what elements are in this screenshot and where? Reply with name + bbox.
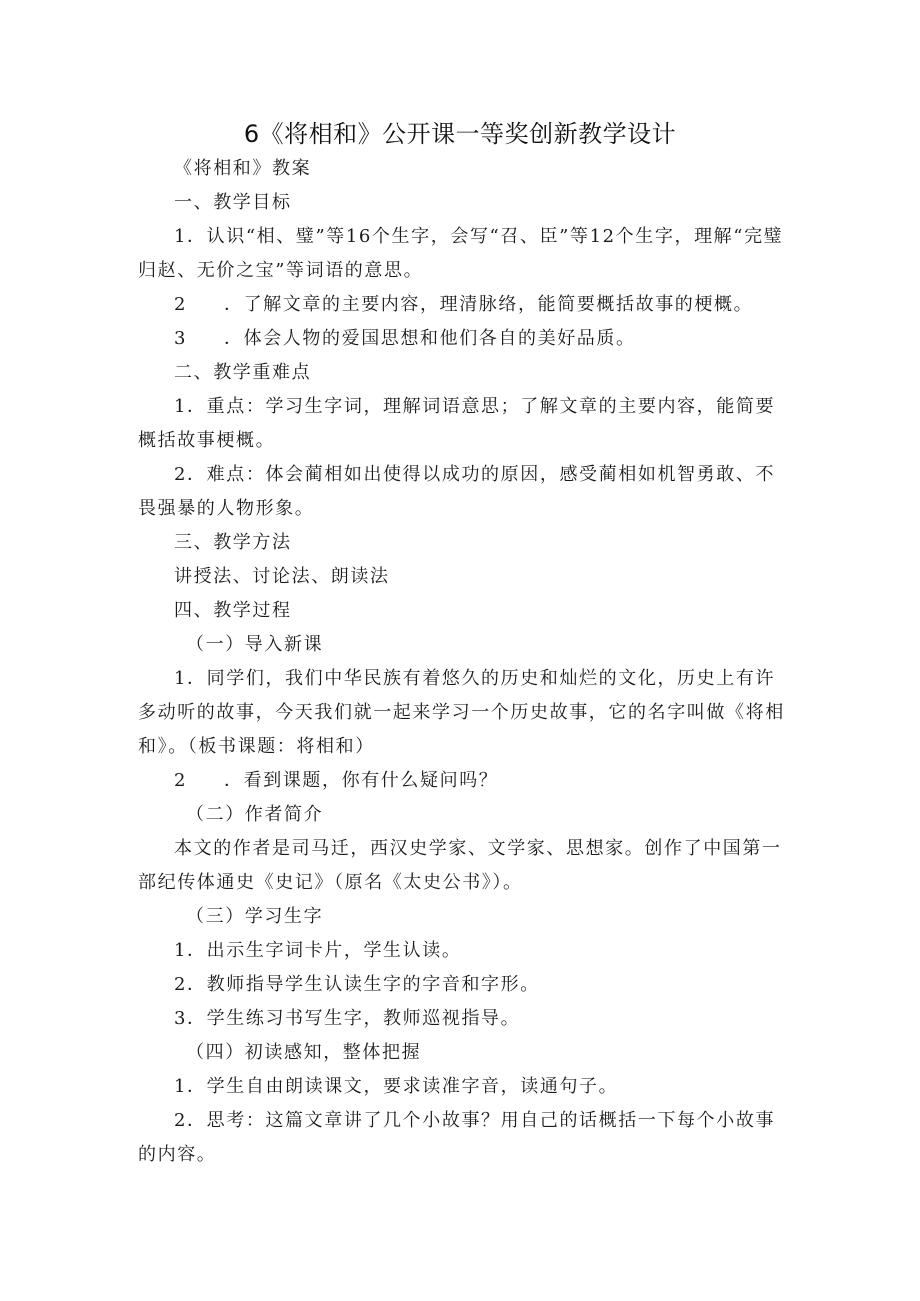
paragraph: 3．学生练习书写生字，教师巡视指导。 bbox=[174, 1008, 521, 1029]
numbered-item bbox=[138, 288, 788, 322]
item-number: 2 bbox=[174, 770, 188, 791]
paragraph: 2．思考：这篇文章讲了几个小故事？用自己的话概括一下每个小故事的内容。 bbox=[138, 1110, 776, 1165]
subsection-heading: （一）导入新课 bbox=[186, 634, 324, 655]
paragraph: 本文的作者是司马迁，西汉史学家、文学家、思想家。创作了中国第一部纪传体通史《史记》（原名《太史公书》）。 bbox=[138, 838, 782, 893]
section-heading: 四、教学过程 bbox=[174, 600, 292, 621]
paragraph: 1．同学们，我们中华民族有着悠久的历史和灿烂的文化，历史上有许多动听的故事，今天我们就一起来学习一个历史故事，它的名字叫做《将相和》。（板书课题：将相和） bbox=[138, 668, 785, 757]
paragraph: 1．认识“相、璧”等16个生字，会写“召、臣”等12个生字，理解“完璧归赵、无价之宝”等词语的意思。 bbox=[138, 226, 784, 281]
item-number: 2 bbox=[174, 294, 188, 315]
section-heading: 二、教学重难点 bbox=[174, 362, 312, 383]
subsection-heading: （四）初读感知，整体把握 bbox=[186, 1042, 422, 1063]
section-heading: 三、教学方法 bbox=[174, 532, 292, 553]
item-text: ．看到课题，你有什么疑问吗？ bbox=[224, 770, 499, 791]
document-title: 6《将相和》公开课一等奖创新教学设计 bbox=[243, 120, 677, 148]
subsection-heading: （三）学习生字 bbox=[186, 906, 324, 927]
paragraph: 1．学生自由朗读课文，要求读准字音，读通句子。 bbox=[174, 1076, 619, 1097]
document-body bbox=[138, 152, 788, 1172]
item-text: ．了解文章的主要内容，理清脉络，能简要概括故事的梗概。 bbox=[224, 294, 754, 315]
item-text: ．体会人物的爱国思想和他们各自的美好品质。 bbox=[224, 328, 636, 349]
paragraph: 2．教师指导学生认读生字的字音和字形。 bbox=[174, 974, 540, 995]
paragraph: 1．重点：学习生字词，理解词语意思；了解文章的主要内容，能简要概括故事梗概。 bbox=[138, 396, 776, 451]
item-number: 3 bbox=[174, 328, 188, 349]
paragraph: 2．难点：体会蔺相如出使得以成功的原因，感受蔺相如机智勇敢、不畏强暴的人物形象。 bbox=[138, 464, 776, 519]
section-heading: 一、教学目标 bbox=[174, 192, 292, 213]
lesson-plan-heading: 《将相和》教案 bbox=[174, 158, 312, 179]
subsection-heading: （二）作者简介 bbox=[186, 804, 324, 825]
numbered-item bbox=[138, 764, 788, 798]
paragraph: 1．出示生字词卡片，学生认读。 bbox=[174, 940, 462, 961]
paragraph: 讲授法、讨论法、朗读法 bbox=[174, 566, 390, 587]
numbered-item bbox=[138, 322, 788, 356]
